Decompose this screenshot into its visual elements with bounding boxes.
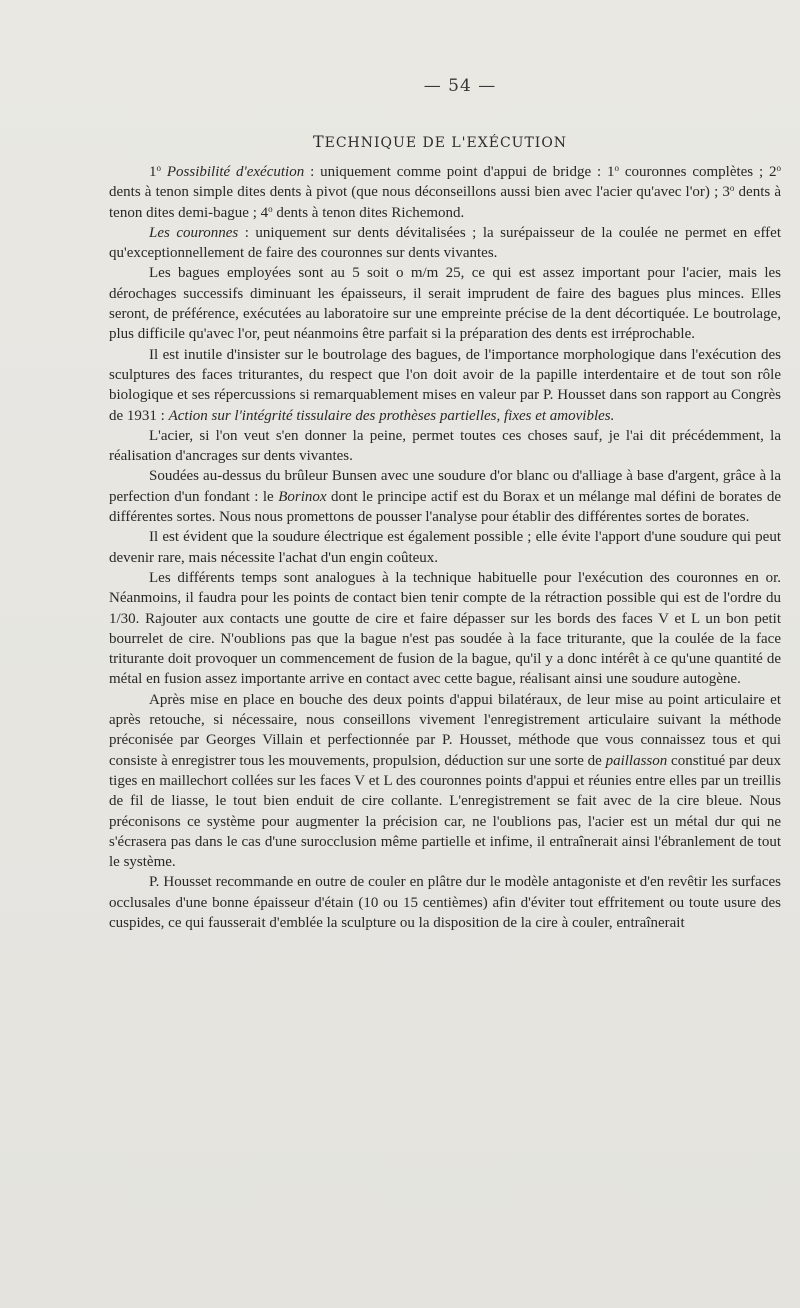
text-run: Les différents temps sont analogues à la technique habituelle pour l'exécution des couronnes en or. Néanmoins, il faudra pour les points de contact bien tenir compte de la rétraction possible qui est de l'ordre du 1/30. Rajouter aux contacts une goutte de cire et faire dépasser sur les bords des faces V et L un bon petit bourrelet de cire. N'oublions pas que la bague n'est pas soudée à la face triturante, que la coulée de la face triturante doit provoquer un commencement de fusion de la bague, qu'il y a donc intérêt à ce qu'une quantité de métal en fusion assez importante arrive en contact avec cette bague, réalisant ainsi une soudure autogène.: [109, 569, 781, 688]
text-run: constitué par deux tiges en maillechort collées sur les faces V et L des couronnes points d'appui et réunies entre elles par un treillis de fil de liasse, le tout bien enduit de cire collante. L'enregistrement se fait avec de la cire bleue. Nous préconisons ce système pour augmenter la précision car, ne l'oublions pas, l'acier est un métal dur qui ne s'écrasera pas dans le cas d'une surocclusion même partielle et infime, il entraînerait ainsi l'ébranlement de tout le système.: [109, 752, 782, 871]
paragraph: [109, 690, 781, 873]
paragraph: [109, 263, 781, 344]
paragraph: [109, 345, 781, 426]
ordinal-superscript: o: [156, 163, 161, 173]
text-run: Il est inutile d'insister sur le boutrolage des bagues, de l'importance morphologique dans l'exécution des sculptures des faces triturantes, du respect que l'on doit avoir de la papille interdentaire et de tout son rôle biologique et ses répercussions si remarquablement mises en valeur par P. Housset dans son rapport au Congrès de 1931 :: [109, 346, 781, 424]
paragraph: [109, 223, 781, 264]
paragraph: [109, 872, 781, 933]
text-run: couronnes complètes ; 2: [618, 164, 777, 180]
text-run: Il est évident que la soudure électrique est également possible ; elle évite l'apport d'une soudure qui peut devenir rare, mais nécessite l'achat d'un engin coûteux.: [109, 529, 781, 566]
text-run: dents à tenon simple dites dents à pivot (que nous déconseillons aussi bien avec l'acier qu'avec l'or) ; 3: [109, 184, 730, 201]
text-run: dents à tenon dites Richemond.: [272, 204, 465, 221]
section-title: [0, 132, 800, 151]
page-number: — 54 —: [423, 76, 497, 96]
ordinal-superscript: o: [268, 203, 273, 214]
text-run: dont le principe actif est du Borax et un mélange mal défini de borates de différentes sortes. Nous nous promettons de pousser l'analyse pour établir des différentes sortes de borates.: [109, 488, 781, 526]
text-run: Après mise en place en bouche des deux points d'appui bilatéraux, de leur mise au point articulaire et après retouche, si nécessaire, nous conseillons vivement l'enregistrement articulaire suivant la méthode préconisée par Georges Villain et perfectionnée par P. Housset, méthode que vous connaissez tous et qui consiste à enregistrer tous les mouvements, propulsion, déduction sur une sorte de: [109, 691, 781, 769]
section-title-rest: ECHNIQUE DE L'EXÉCUTION: [324, 135, 568, 151]
italic-text: Les couronnes: [149, 224, 239, 241]
ordinal-superscript: o: [729, 183, 735, 194]
text-run: P. Housset recommande en outre de couler en plâtre dur le modèle antagoniste et d'en revêtir les surfaces occlusales d'une bonne épaisseur d'étain (10 ou 15 centièmes) afin d'éviter tout effritement ou toute usure des cuspides, ce qui fausserait d'emblée la sculpture ou la disposition de la cire à couler, entraînerait: [109, 874, 781, 931]
italic-text: Borinox: [278, 488, 327, 505]
text-run: dents à tenon dites demi-bague ; 4: [109, 184, 781, 221]
text-run: : uniquement sur dents dévitalisées ; la surépaisseur de la coulée ne permet en effet qu'exceptionnellement de faire des couronnes sur dents vivantes.: [109, 224, 781, 262]
paragraph: [109, 162, 781, 223]
text-run: : uniquement comme point d'appui de bridge : 1: [304, 164, 615, 180]
paragraph: [109, 527, 781, 568]
italic-text: paillasson: [605, 752, 668, 769]
paragraph: [109, 568, 781, 690]
paragraph: [109, 466, 781, 527]
text-run: 1: [149, 164, 157, 180]
italic-text: Possibilité d'exécution: [166, 164, 305, 180]
paragraph: [109, 426, 781, 467]
text-run: L'acier, si l'on veut s'en donner la peine, permet toutes ces choses sauf, je l'ai dit précédemment, la réalisation d'ancrages sur dents vivantes.: [109, 427, 781, 465]
section-title-initial: T: [312, 132, 325, 151]
body-text: [109, 162, 781, 933]
text-run: Soudées au-dessus du brûleur Bunsen avec une soudure d'or blanc ou d'alliage à base d'argent, grâce à la perfection d'un fondant : le: [109, 468, 781, 505]
ordinal-superscript: o: [614, 163, 619, 173]
italic-text: Action sur l'intégrité tissulaire des prothèses partielles, fixes et amovibles.: [168, 407, 615, 424]
ordinal-superscript: o: [776, 163, 781, 173]
text-run: Les bagues employées sont au 5 soit o m/m 25, ce qui est assez important pour l'acier, mais les dérochages successifs diminuant les épaisseurs, il serait imprudent de faire des bagues plus minces. Elles seront, de préférence, exécutées au laboratoire sur une empreinte précise de la dent décortiquée. Le boutrolage, plus difficile qu'avec l'or, peut néanmoins être parfait si la préparation des dents est irréprochable.: [109, 265, 781, 343]
